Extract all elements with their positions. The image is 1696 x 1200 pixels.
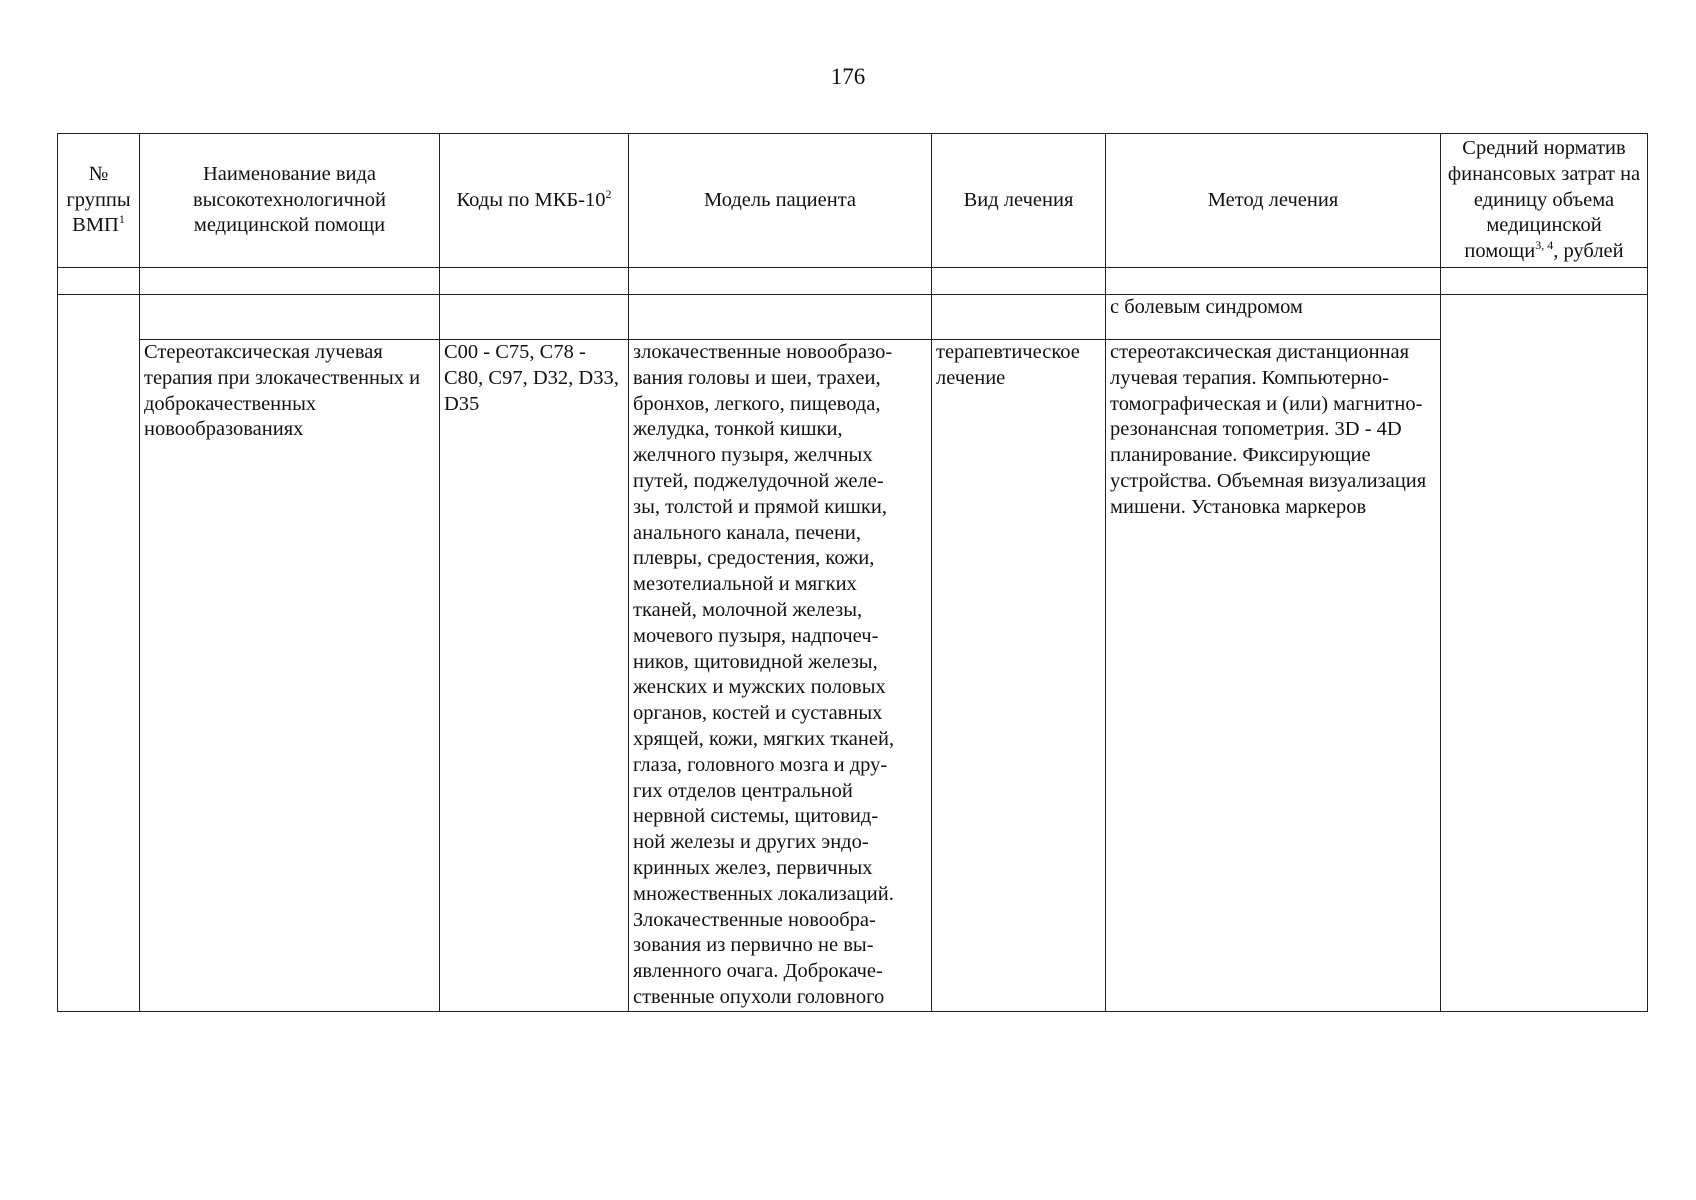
patient-model-line: желудка, тонкой кишки, bbox=[633, 418, 843, 441]
header-patient-model: Модель пациента bbox=[629, 134, 932, 268]
spacer-cell bbox=[440, 267, 629, 294]
spacer-cell bbox=[1106, 267, 1441, 294]
icd-codes-cell bbox=[440, 294, 629, 339]
treatment-type-cell bbox=[932, 294, 1106, 339]
patient-model-line: анального канала, печени, bbox=[633, 521, 862, 544]
patient-model-line: органов, костей и суставных bbox=[633, 702, 883, 725]
patient-model-line: зы, толстой и прямой кишки, bbox=[633, 495, 887, 518]
care-name-cell bbox=[140, 294, 440, 339]
treatment-method-cell: стереотаксическая дистанционная лучевая терапия. Компьютерно-томографическая и (или) магнитно-резонансная топометрия. 3D - 4D планирование. Фиксирующие устройства. Объемная визуализация мишени. Установка маркеров bbox=[1106, 339, 1441, 1011]
page-number: 176 bbox=[830, 64, 866, 89]
patient-model-line: гих отделов центральной bbox=[633, 779, 853, 802]
cost-standard-cell bbox=[1441, 294, 1648, 1011]
header-icd-codes: Коды по МКБ-$10^2$ bbox=[440, 134, 629, 268]
patient-model-line: нервной системы, щитовид- bbox=[633, 805, 879, 828]
header-group-number: № группы ВМП$^1$ bbox=[58, 134, 140, 268]
treatment-type-cell: терапевтическое лечение bbox=[932, 339, 1106, 1011]
patient-model-line: явленного очага. Доброкаче- bbox=[633, 960, 883, 983]
patient-model-line: желчного пузыря, желчных bbox=[633, 444, 873, 467]
patient-model-text bbox=[633, 340, 927, 1011]
patient-model-line: Злокачественные новообра- bbox=[633, 908, 876, 931]
spacer-cell bbox=[1441, 267, 1648, 294]
patient-model-line: зования из первично не вы- bbox=[633, 934, 874, 957]
medical-care-table bbox=[57, 133, 1648, 1012]
table-row bbox=[58, 339, 1648, 1011]
spacer-cell bbox=[629, 267, 932, 294]
patient-model-line: бронхов, легкого, пищевода, bbox=[633, 392, 881, 415]
spacer-row bbox=[58, 267, 1648, 294]
header-treatment-type: Вид лечения bbox=[932, 134, 1106, 268]
spacer-cell bbox=[58, 267, 140, 294]
continuation-row bbox=[58, 294, 1648, 339]
patient-model-cell bbox=[629, 339, 932, 1011]
header-row bbox=[58, 134, 1648, 268]
patient-model-line: женских и мужских половых bbox=[633, 676, 886, 699]
patient-model-line: ников, щитовидной железы, bbox=[633, 650, 878, 673]
care-name-cell: Стереотаксическая лучевая терапия при злокачественных и доброкачественных новообразованиях bbox=[140, 339, 440, 1011]
header-cost-standard: Средний норматив финансовых затрат на единицу объема медицинской помощи$^{3, 4}$, рублей bbox=[1441, 134, 1648, 268]
treatment-method-cell: с болевым синдромом bbox=[1106, 294, 1441, 339]
patient-model-line: мезотелиальной и мягких bbox=[633, 573, 857, 596]
spacer-cell bbox=[140, 267, 440, 294]
icd-codes-cell: C00 - C75, C78 - C80, C97, D32, D33, D35 bbox=[440, 339, 629, 1011]
patient-model-line: злокачественные новообразо- bbox=[633, 340, 893, 363]
header-care-name: Наименование вида высокотехнологичной медицинской помощи bbox=[140, 134, 440, 268]
patient-model-line: мочевого пузыря, надпочеч- bbox=[633, 624, 879, 647]
header-treatment-method: Метод лечения bbox=[1106, 134, 1441, 268]
patient-model-line: глаза, головного мозга и дру- bbox=[633, 753, 888, 776]
patient-model-line: множественных локализаций. bbox=[633, 882, 894, 905]
group-number-cell bbox=[58, 294, 140, 1011]
spacer-cell bbox=[932, 267, 1106, 294]
patient-model-line: путей, поджелудочной желе- bbox=[633, 469, 884, 492]
patient-model-line: плевры, средостения, кожи, bbox=[633, 547, 875, 570]
patient-model-line: вания головы и шеи, трахеи, bbox=[633, 366, 881, 389]
patient-model-line: кринных желез, первичных bbox=[633, 856, 873, 879]
patient-model-line: ной железы и других эндо- bbox=[633, 831, 869, 854]
patient-model-line: ственные опухоли головного bbox=[633, 985, 885, 1008]
patient-model-line: хрящей, кожи, мягких тканей, bbox=[633, 727, 895, 750]
patient-model-cell bbox=[629, 294, 932, 339]
patient-model-line: тканей, молочной железы, bbox=[633, 598, 863, 621]
